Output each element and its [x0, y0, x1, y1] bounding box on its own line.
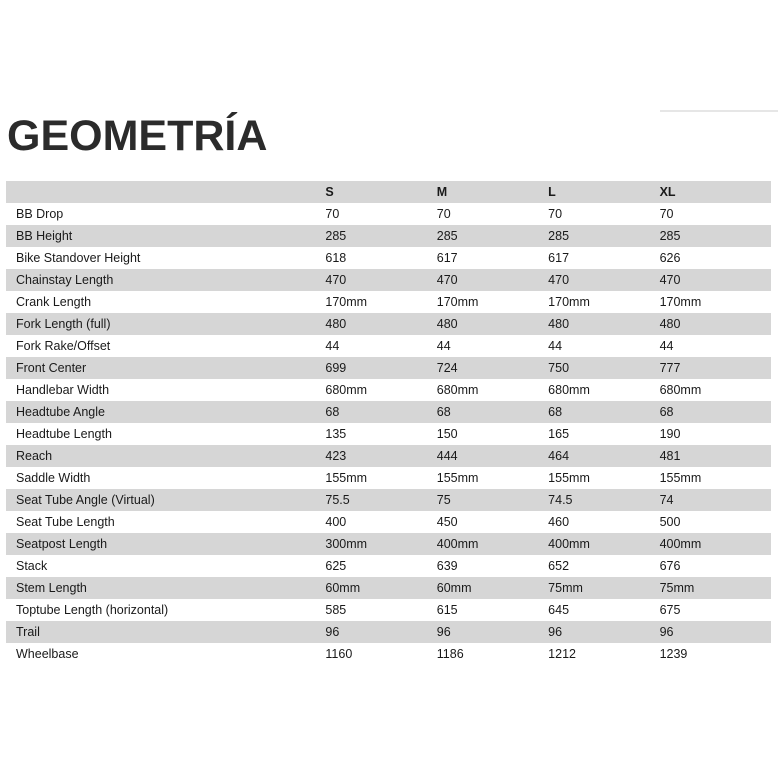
cell-value: 652 — [548, 555, 659, 577]
row-label: Seat Tube Angle (Virtual) — [6, 489, 325, 511]
table-row — [6, 357, 771, 379]
cell-value: 44 — [437, 335, 548, 357]
cell-value: 96 — [660, 621, 771, 643]
table-row — [6, 511, 771, 533]
cell-value: 60mm — [325, 577, 436, 599]
cell-value: 500 — [660, 511, 771, 533]
cell-value: 68 — [548, 401, 659, 423]
column-header-l: L — [548, 181, 659, 203]
cell-value: 400 — [325, 511, 436, 533]
table-row — [6, 401, 771, 423]
row-label: Saddle Width — [6, 467, 325, 489]
cell-value: 680mm — [660, 379, 771, 401]
cell-value: 618 — [325, 247, 436, 269]
cell-value: 450 — [437, 511, 548, 533]
cell-value: 68 — [325, 401, 436, 423]
row-label: Headtube Length — [6, 423, 325, 445]
cell-value: 285 — [548, 225, 659, 247]
cell-value: 155mm — [660, 467, 771, 489]
cell-value: 639 — [437, 555, 548, 577]
row-label: Seat Tube Length — [6, 511, 325, 533]
cell-value: 70 — [660, 203, 771, 225]
table-row — [6, 379, 771, 401]
column-header-label — [6, 181, 325, 203]
cell-value: 625 — [325, 555, 436, 577]
cell-value: 470 — [437, 269, 548, 291]
row-label: Reach — [6, 445, 325, 467]
table-row — [6, 335, 771, 357]
cell-value: 400mm — [548, 533, 659, 555]
cell-value: 699 — [325, 357, 436, 379]
table-row — [6, 489, 771, 511]
cell-value: 470 — [660, 269, 771, 291]
cell-value: 480 — [325, 313, 436, 335]
cell-value: 68 — [437, 401, 548, 423]
cell-value: 170mm — [548, 291, 659, 313]
row-label: Stack — [6, 555, 325, 577]
cell-value: 470 — [548, 269, 659, 291]
row-label: BB Drop — [6, 203, 325, 225]
table-header-row — [6, 181, 771, 203]
row-label: Trail — [6, 621, 325, 643]
table-row — [6, 247, 771, 269]
cell-value: 96 — [325, 621, 436, 643]
cell-value: 155mm — [548, 467, 659, 489]
table-row — [6, 467, 771, 489]
column-header-xl: XL — [660, 181, 771, 203]
cell-value: 460 — [548, 511, 659, 533]
row-label: BB Height — [6, 225, 325, 247]
cell-value: 680mm — [437, 379, 548, 401]
cell-value: 645 — [548, 599, 659, 621]
cell-value: 285 — [325, 225, 436, 247]
table-row — [6, 577, 771, 599]
cell-value: 155mm — [437, 467, 548, 489]
cell-value: 400mm — [660, 533, 771, 555]
row-label: Handlebar Width — [6, 379, 325, 401]
cell-value: 777 — [660, 357, 771, 379]
row-label: Headtube Angle — [6, 401, 325, 423]
cell-value: 70 — [437, 203, 548, 225]
cell-value: 75mm — [548, 577, 659, 599]
row-label: Fork Rake/Offset — [6, 335, 325, 357]
page-title: GEOMETRÍA — [7, 112, 268, 160]
cell-value: 60mm — [437, 577, 548, 599]
cell-value: 75 — [437, 489, 548, 511]
cell-value: 285 — [660, 225, 771, 247]
cell-value: 680mm — [548, 379, 659, 401]
table-row — [6, 599, 771, 621]
cell-value: 617 — [548, 247, 659, 269]
row-label: Wheelbase — [6, 643, 325, 665]
cell-value: 70 — [548, 203, 659, 225]
cell-value: 75mm — [660, 577, 771, 599]
cell-value: 470 — [325, 269, 436, 291]
geometry-table — [6, 181, 771, 665]
cell-value: 170mm — [325, 291, 436, 313]
row-label: Toptube Length (horizontal) — [6, 599, 325, 621]
column-header-m: M — [437, 181, 548, 203]
table-row — [6, 643, 771, 665]
cell-value: 155mm — [325, 467, 436, 489]
cell-value: 480 — [437, 313, 548, 335]
cell-value: 1239 — [660, 643, 771, 665]
row-label: Crank Length — [6, 291, 325, 313]
cell-value: 676 — [660, 555, 771, 577]
cell-value: 44 — [660, 335, 771, 357]
table-row — [6, 313, 771, 335]
row-label: Fork Length (full) — [6, 313, 325, 335]
table-row — [6, 621, 771, 643]
table-row — [6, 555, 771, 577]
row-label: Chainstay Length — [6, 269, 325, 291]
cell-value: 170mm — [660, 291, 771, 313]
table-row — [6, 203, 771, 225]
cell-value: 750 — [548, 357, 659, 379]
cell-value: 74 — [660, 489, 771, 511]
table-row — [6, 533, 771, 555]
column-header-s: S — [325, 181, 436, 203]
cell-value: 400mm — [437, 533, 548, 555]
row-label: Front Center — [6, 357, 325, 379]
cell-value: 150 — [437, 423, 548, 445]
cell-value: 75.5 — [325, 489, 436, 511]
cell-value: 617 — [437, 247, 548, 269]
cell-value: 44 — [548, 335, 659, 357]
row-label: Seatpost Length — [6, 533, 325, 555]
cell-value: 70 — [325, 203, 436, 225]
cell-value: 1160 — [325, 643, 436, 665]
cell-value: 615 — [437, 599, 548, 621]
cell-value: 170mm — [437, 291, 548, 313]
cell-value: 481 — [660, 445, 771, 467]
cell-value: 96 — [548, 621, 659, 643]
cell-value: 724 — [437, 357, 548, 379]
table-row — [6, 269, 771, 291]
cell-value: 464 — [548, 445, 659, 467]
cell-value: 165 — [548, 423, 659, 445]
cell-value: 1212 — [548, 643, 659, 665]
divider — [660, 110, 778, 112]
table-row — [6, 225, 771, 247]
table-row — [6, 423, 771, 445]
cell-value: 480 — [548, 313, 659, 335]
cell-value: 135 — [325, 423, 436, 445]
cell-value: 300mm — [325, 533, 436, 555]
table-row — [6, 291, 771, 313]
row-label: Bike Standover Height — [6, 247, 325, 269]
cell-value: 96 — [437, 621, 548, 643]
cell-value: 190 — [660, 423, 771, 445]
cell-value: 285 — [437, 225, 548, 247]
cell-value: 585 — [325, 599, 436, 621]
row-label: Stem Length — [6, 577, 325, 599]
cell-value: 68 — [660, 401, 771, 423]
cell-value: 626 — [660, 247, 771, 269]
cell-value: 480 — [660, 313, 771, 335]
cell-value: 44 — [325, 335, 436, 357]
cell-value: 1186 — [437, 643, 548, 665]
table-row — [6, 445, 771, 467]
cell-value: 74.5 — [548, 489, 659, 511]
cell-value: 444 — [437, 445, 548, 467]
cell-value: 680mm — [325, 379, 436, 401]
table-body — [6, 203, 771, 665]
cell-value: 675 — [660, 599, 771, 621]
cell-value: 423 — [325, 445, 436, 467]
